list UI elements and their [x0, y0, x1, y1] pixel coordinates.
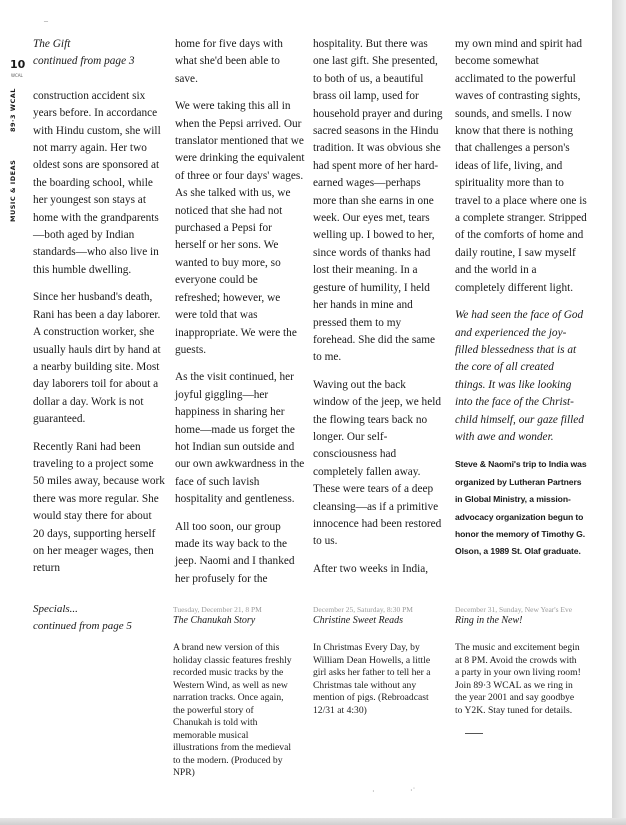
scan-speck: ·	[372, 787, 375, 796]
special-datetime: December 31, Sunday, New Year's Eve	[455, 605, 573, 614]
page-number: 10	[10, 58, 26, 71]
trip-credit: Steve & Naomi's trip to India was organized by Lutheran Partners in Global Ministry, a mission-advocacy organization begun to honor the memory of Timothy G. Olson, a 1989 St. Olaf graduate.	[455, 459, 587, 557]
special-datetime: Tuesday, December 21, 8 PM	[173, 605, 262, 614]
paragraph: my own mind and spirit had become somewhat acclimated to the powerful waves of contrasting sights, sounds, and smells. I now know that there is nothing that challenges a person's ideas of life, living, and spirituality more than to travel to a place where one is a complete stranger. Stripped of the comforts of home and daily routine, I saw myself and the world in a completely different light.	[455, 38, 587, 294]
special-description: In Christmas Every Day, by William Dean Howells, a little girl asks her father to tell her a Christmas tale without any mention of pigs. (Rebroadcast 12/31 at 4:30)	[313, 642, 431, 716]
paragraph: All too soon, our group made its way back to the jeep. Naomi and I thanked her profusely for the	[175, 520, 295, 585]
paragraph: construction accident six years before. In accordance with Hindu custom, she will not marry again. Her two oldest sons are sponsored at the boarding school, while her youngest son stays at home with the grandparents—both aged by Indian standards—who also live in this humble dwelling.	[33, 89, 161, 276]
divider	[465, 733, 483, 734]
special-title: Ring in the New!	[455, 615, 523, 626]
page-shadow-right	[612, 0, 626, 825]
page-number-tag: WCAL	[11, 73, 23, 78]
special-description: A brand new version of this holiday classic features freshly recorded music tracks by the Western Wind, as well as new narration tracks. Once again, the powerful story of Chanukah is told with memorable musical illustrations from the medieval to the modern. (Produced by NPR)	[173, 642, 292, 778]
special-listing	[455, 604, 583, 717]
article-column-3	[313, 36, 443, 588]
specials-label: Specials...	[33, 603, 78, 615]
specials-continued-from: continued from page 5	[33, 620, 132, 632]
paragraph: Since her husband's death, Rani has been a day laborer. A construction worker, she usually hauls dirt by hand at a nearby building site. Most day laborers toil for about a dollar a day. Work is not guaranteed.	[33, 291, 161, 426]
sidebar-station-label: 89·3 WCAL	[9, 88, 17, 132]
special-title: The Chanukah Story	[173, 615, 256, 626]
scan-speck: ·˙	[410, 786, 416, 795]
article-column-1	[33, 36, 165, 588]
paragraph: Waving out the back window of the jeep, we held the flowing tears back no longer. Our self-consciousness had completely fallen away. These were tears of a deep cleansing—as if a primitive innocence had been restored to us.	[313, 378, 442, 548]
page-shadow-bottom	[0, 818, 626, 825]
special-datetime: December 25, Saturday, 8:30 PM	[313, 605, 413, 614]
paragraph: hospitality. But there was one last gift. She presented, to both of us, a beautiful brass oil lamp, used for household prayer and during sacred seasons in the Hindu tradition. It was obvious she had spent more of her hard-earned wages—perhaps more than she earns in one week. Our eyes met, tears welling up. I bowed to her, since words of thanks had lost their meaning. In a gesture of humility, I held her hands in mine and pressed them to my forehead. She did the same to me.	[313, 38, 443, 364]
article-column-2	[175, 36, 305, 598]
corner-mark: –	[44, 16, 48, 25]
article-continued-from: continued from page 3	[33, 55, 135, 68]
paragraph: Recently Rani had been traveling to a project some 50 miles away, because work there was more regular. She would stay there for about 20 days, supporting herself on her meager wages, then return	[33, 440, 165, 575]
italic-paragraph: We had seen the face of God and experienced the joy-filled blessedness that is at the core of all created things. It was like looking into the face of the Christ-child himself, our gaze filled with awe and wonder.	[455, 309, 584, 443]
special-listing	[313, 604, 441, 717]
paragraph: We were taking this all in when the Pepsi arrived. Our translator mentioned that we were drinking the equivalent of three or four days' wages. As she talked with us, we noticed that she had not purchased a Pepsi for herself or her sons. We wanted to buy more, so everyone could be refreshed; however, we were told that was inappropriate. We were the guests.	[175, 100, 305, 356]
sidebar-section-label: MUSIC & IDEAS	[9, 159, 17, 222]
specials-header	[33, 601, 132, 635]
article-title: The Gift	[33, 38, 71, 50]
special-description: The music and excitement begin at 8 PM. Avoid the crowds with a party in your own living room! Join 89·3 WCAL as we ring in the year 2001 and say goodbye to Y2K. Stay tuned for details.	[455, 642, 581, 716]
special-listing	[173, 604, 295, 780]
paragraph: As the visit continued, her joyful giggling—her happiness in sharing her home—made us forget the hot Indian sun outside and our own awkwardness in the face of such lavish hospitality and gentleness.	[175, 371, 305, 506]
article-column-4	[455, 36, 587, 571]
special-title: Christine Sweet Reads	[313, 615, 403, 626]
paragraph: home for five days with what she'd been able to save.	[175, 38, 283, 85]
paragraph: After two weeks in India,	[313, 562, 429, 575]
